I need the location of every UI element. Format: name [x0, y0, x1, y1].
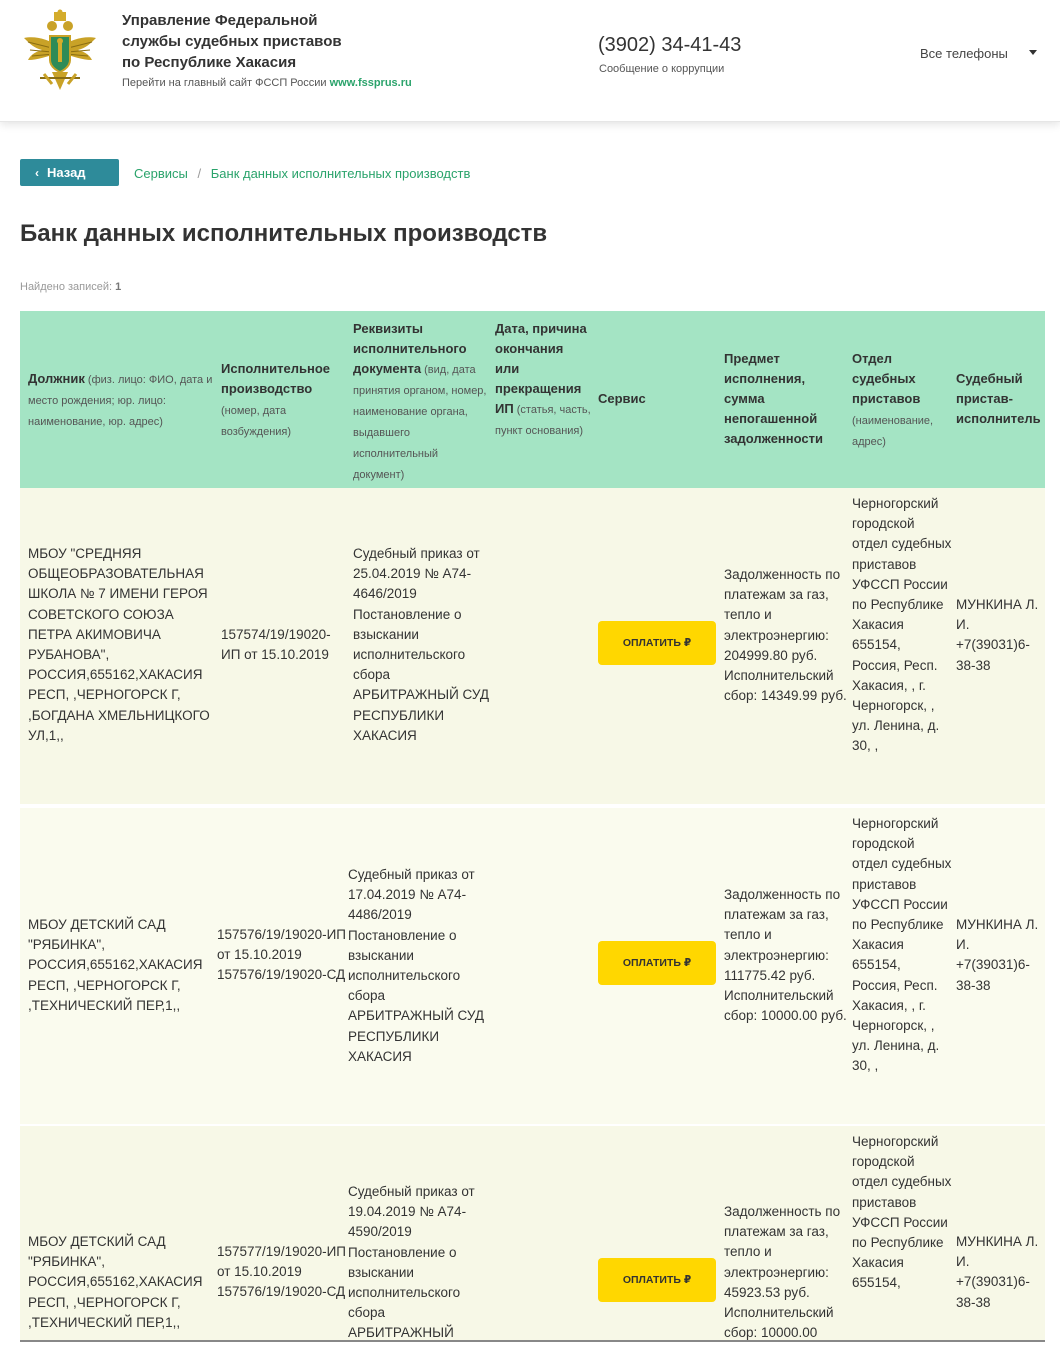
org-line-1: Управление Федеральной [122, 12, 318, 29]
table-header [20, 311, 1045, 488]
records-found [20, 281, 121, 293]
org-line-2: службы судебных приставов [122, 33, 342, 50]
table-row [20, 488, 1045, 804]
header-department: Отдел судебных приставов (наименование, адрес) [852, 351, 934, 448]
header-subject: Предмет исполнения, сумма непогашенной задолженности [724, 351, 823, 446]
fssp-emblem-logo[interactable] [22, 8, 98, 96]
debtor-cell: МБОУ ДЕТСКИЙ САД "РЯБИНКА", РОССИЯ,655162,ХАКАСИЯ РЕСП, ,ЧЕРНОГОРСК Г, ,ТЕХНИЧЕСКИЙ ПЕР,1,, [28, 1234, 203, 1330]
subject-cell: Задолженность по платежам за газ, тепло и электроэнергию: 111775.42 руб. Исполнительский сбор: 10000.00 руб. [724, 887, 847, 1024]
document-cell: Судебный приказ от 17.04.2019 № А74-4486/2019 Постановление о взыскании исполнительского сбора АРБИТРАЖНЫЙ СУД РЕСПУБЛИКИ ХАКАСИЯ [348, 867, 484, 1064]
proceeding-cell: 157576/19/19020-ИП от 15.10.2019 157576/19/19020-СД [217, 927, 347, 983]
pay-button[interactable]: ОПЛАТИТЬ ₽ [598, 621, 716, 665]
subject-cell: Задолженность по платежам за газ, тепло и электроэнергию: 45923.53 руб. Исполнительский сбор: 10000.00 [724, 1204, 841, 1340]
bailiff-cell: МУНКИНА Л. И. +7(39031)6-38-38 [956, 1234, 1039, 1310]
site-header [0, 0, 1060, 122]
proceeding-cell: 157574/19/19020-ИП от 15.10.2019 [221, 627, 331, 663]
department-cell: Черногорский городской отдел судебных приставов УФССП России по Республике Хакасия 655154, [852, 1134, 952, 1291]
document-cell: Судебный приказ от 25.04.2019 № А74-4646/2019 Постановление о взыскании исполнительского сбора АРБИТРАЖНЫЙ СУД РЕСПУБЛИКИ ХАКАСИЯ [353, 546, 489, 743]
pay-button[interactable]: ОПЛАТИТЬ ₽ [598, 1258, 716, 1302]
main-site-link[interactable]: www.fssprus.ru [329, 77, 412, 89]
records-found-label: Найдено записей: [20, 281, 113, 293]
caret-down-icon[interactable] [1029, 50, 1037, 55]
back-button-label: Назад [47, 165, 86, 180]
document-cell: Судебный приказ от 19.04.2019 № А74-4590/2019 Постановление о взыскании исполнительского сбора АРБИТРАЖНЫЙ [348, 1184, 475, 1340]
all-phones-dropdown[interactable]: Все телефоны [920, 46, 1008, 61]
bailiff-cell: МУНКИНА Л. И. +7(39031)6-38-38 [956, 597, 1039, 673]
department-cell: Черногорский городской отдел судебных приставов УФССП России по Республике Хакасия 655154, Россия, Респ. Хакасия, , г. Черногорск, , ул. Ленина, д. 30, , [852, 496, 952, 754]
header-document: Реквизиты исполнительного документа (вид, дата принятия органом, номер, наименование органа, выдавшего исполнительный документ) [353, 321, 487, 481]
chevron-left-icon: ‹ [35, 165, 39, 180]
main-site-note [122, 77, 452, 89]
breadcrumb-current[interactable]: Банк данных исполнительных производств [210, 166, 471, 181]
back-button[interactable] [20, 159, 119, 186]
bailiff-cell: МУНКИНА Л. И. +7(39031)6-38-38 [956, 917, 1039, 993]
org-line-3: по Республике Хакасия [122, 54, 297, 71]
table-row [20, 808, 1045, 1124]
page-title: Банк данных исполнительных производств [20, 220, 548, 247]
pay-button[interactable]: ОПЛАТИТЬ ₽ [598, 941, 716, 985]
debtor-cell: МБОУ "СРЕДНЯЯ ОБЩЕОБРАЗОВАТЕЛЬНАЯ ШКОЛА № 7 ИМЕНИ ГЕРОЯ СОВЕТСКОГО СОЮЗА ПЕТРА АКИМОВИЧА РУБАНОВА", РОССИЯ,655162,ХАКАСИЯ РЕСП, ,ЧЕРНОГОРСК Г, ,БОГДАНА ХМЕЛЬНИЦКОГО УЛ,1,, [28, 546, 210, 743]
debtor-cell: МБОУ ДЕТСКИЙ САД "РЯБИНКА", РОССИЯ,655162,ХАКАСИЯ РЕСП, ,ЧЕРНОГОРСК Г, ,ТЕХНИЧЕСКИЙ ПЕР,1,, [28, 917, 203, 1013]
department-cell: Черногорский городской отдел судебных приставов УФССП России по Республике Хакасия 655154, Россия, Респ. Хакасия, , г. Черногорск, , ул. Ленина, д. 30, , [852, 816, 952, 1074]
table-row [20, 1126, 1045, 1340]
breadcrumb-separator: / [197, 166, 202, 181]
header-proceeding: Исполнительное производство (номер, дата возбуждения) [221, 361, 331, 438]
subject-cell: Задолженность по платежам за газ, тепло и электроэнергию: 204999.80 руб. Исполнительский сбор: 14349.99 руб. [724, 567, 847, 704]
header-debtor: Должник (физ. лицо: ФИО, дата и место рождения; юр. лицо: наименование, юр. адрес) [28, 371, 213, 428]
header-bailiff: Судебный пристав-исполнитель [956, 371, 1041, 426]
main-site-text: Перейти на главный сайт ФССП России [122, 77, 327, 89]
proceeding-cell: 157577/19/19020-ИП от 15.10.2019 157576/19/19020-СД [217, 1244, 347, 1300]
header-service: Сервис [598, 391, 646, 406]
hotline-phone[interactable]: (3902) 34-41-43 [598, 34, 742, 56]
breadcrumb [134, 166, 470, 181]
organization-name [122, 10, 452, 89]
breadcrumb-services[interactable]: Сервисы [134, 166, 188, 181]
header-end-date: Дата, причина окончания или прекращения ИП (статья, часть, пункт основания) [495, 321, 591, 437]
table-bottom-divider [20, 1340, 1045, 1342]
corruption-report-link[interactable]: Сообщение о коррупции [599, 63, 725, 75]
records-found-count: 1 [115, 281, 122, 293]
